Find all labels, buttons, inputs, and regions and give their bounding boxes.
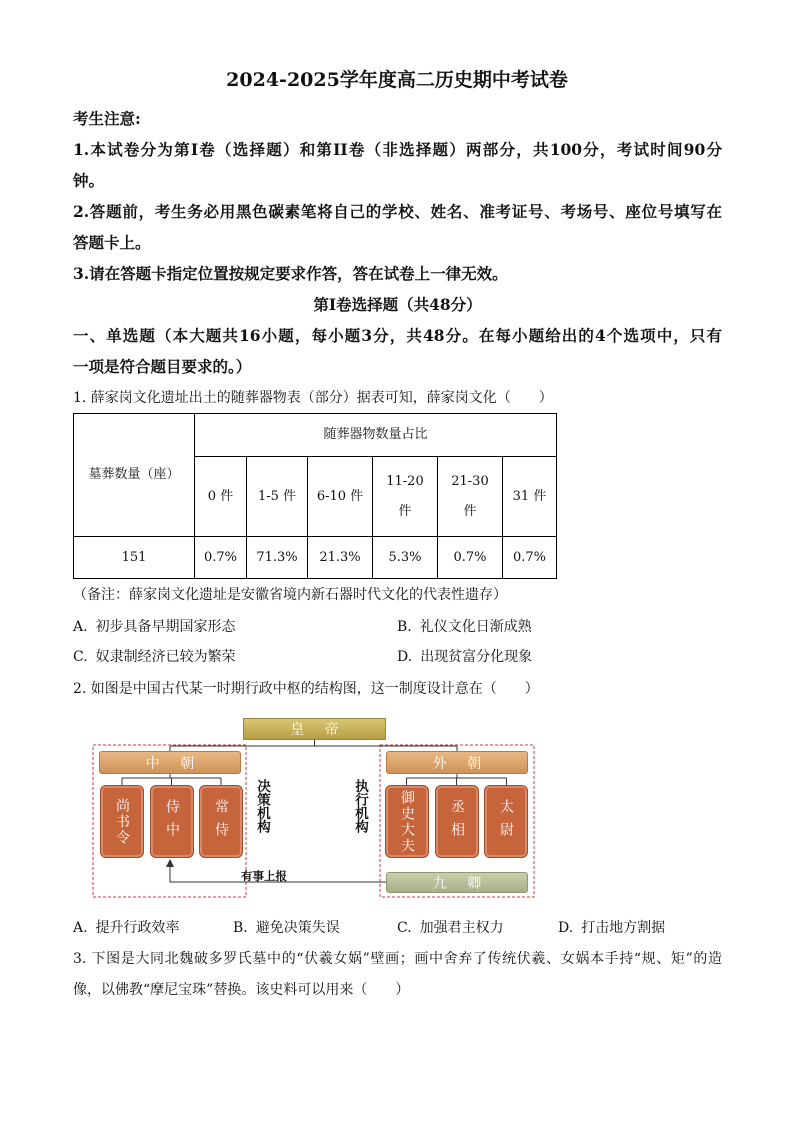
- table-column-header-text: 21-30 件: [451, 473, 489, 519]
- exam-title: 2024-2025学年度高二历史期中考试卷: [226, 69, 568, 91]
- question-3-stem: 3. 下图是大同北魏破多罗氏墓中的“伏羲女娲”壁画；画中舍弃了传统伏羲、女娲本手持“规、矩”的造: [73, 951, 722, 967]
- table-column-header: 31 件: [503, 457, 557, 537]
- option-label: A.: [73, 920, 88, 936]
- option-text: 初步具备早期国家形态: [95, 619, 236, 635]
- inner-court-box: 中 朝: [99, 751, 241, 774]
- part-heading-cont: 一项是符合题目要求的。）: [73, 357, 252, 376]
- table-cell: 71.3%: [247, 537, 308, 579]
- option-text: 打击地方割据: [581, 920, 666, 936]
- option-label: D.: [558, 920, 574, 936]
- nine-ministers-box: 九 卿: [386, 872, 528, 893]
- table-column-header: 6-10 件: [308, 457, 373, 537]
- option-label: C.: [73, 649, 88, 665]
- instructions-block: [73, 103, 722, 382]
- option-text: 出现贫富分化现象: [420, 649, 533, 665]
- outer-member-box: 丞相: [435, 785, 479, 858]
- part-heading: 一、单选题（本大题共16小题，每小题3分，共48分。在每小题给出的4个选项中，只有: [73, 326, 722, 345]
- option-text: 礼仪文化日渐成熟: [419, 619, 532, 635]
- option-label: C.: [397, 920, 412, 936]
- option-label: A.: [73, 619, 88, 635]
- notice-line-3: 3.请在答题卡指定位置按规定要求作答，答在试卷上一律无效。: [73, 264, 508, 283]
- decision-body-label: 决策机构: [254, 779, 270, 833]
- table-column-header-text: 11-20 件: [386, 473, 424, 519]
- option-label: D.: [397, 649, 413, 665]
- option-text: 提升行政效率: [95, 920, 180, 936]
- notice-line-2-cont: 答题卡上。: [73, 233, 151, 252]
- option-label: B.: [397, 619, 412, 635]
- inner-member-box: 侍中: [150, 785, 194, 858]
- table-cell: 21.3%: [308, 537, 373, 579]
- table-column-header: [373, 457, 438, 537]
- table-group-header: 随葬器物数量占比: [195, 414, 557, 457]
- notice-line-1-cont: 钟。: [73, 171, 105, 190]
- report-label: 有事上报: [241, 869, 287, 883]
- burial-goods-table: [73, 413, 557, 579]
- question-2-stem: 2. 如图是中国古代某一时期行政中枢的结构图，这一制度设计意在（ ）: [73, 681, 539, 697]
- table-row-header: 墓葬数量（座）: [74, 414, 195, 537]
- inner-member-box: 尚书令: [100, 785, 144, 858]
- table-column-header: 1-5 件: [247, 457, 308, 537]
- question-1-stem: 1. 薛家岗文化遗址出土的随葬器物表（部分）据表可知，薛家岗文化（ ）: [73, 390, 553, 406]
- section-title: 第I卷选择题（共48分）: [313, 295, 482, 314]
- question-1-option-b: [397, 612, 532, 643]
- report-arrowhead: [166, 859, 174, 867]
- notice-heading: 考生注意:: [73, 109, 141, 128]
- notice-line-1: 1.本试卷分为第I卷（选择题）和第II卷（非选择题）两部分，共100分，考试时间90分: [73, 140, 722, 159]
- option-text: 奴隶制经济已较为繁荣: [95, 649, 236, 665]
- question-1-option-c: [73, 642, 236, 673]
- question-3-stem-cont: 像，以佛教“摩尼宝珠”替换。该史料可以用来（ ）: [73, 982, 410, 998]
- question-2-option-a: [73, 913, 180, 944]
- option-text: 加强君主权力: [419, 920, 504, 936]
- outer-member-box: 太尉: [484, 785, 528, 858]
- question-1-option-d: [397, 642, 532, 673]
- admin-structure-diagram: [90, 714, 540, 900]
- question-1-note: （备注：薛家岗文化遗址是安徽省境内新石器时代文化的代表性遗存）: [73, 587, 507, 603]
- outer-member-box: 御史大夫: [385, 785, 429, 858]
- inner-member-box: 常侍: [199, 785, 243, 858]
- notice-line-2: 2.答题前，考生务必用黑色碳素笔将自己的学校、姓名、准考证号、考场号、座位号填写在: [73, 202, 722, 221]
- table-cell: 0.7%: [195, 537, 247, 579]
- emperor-box: 皇 帝: [243, 718, 386, 740]
- question-1-option-a: [73, 612, 236, 643]
- question-2-option-c: [397, 913, 504, 944]
- option-text: 避免决策失误: [255, 920, 340, 936]
- execution-body-label: 执行机构: [352, 779, 368, 833]
- option-label: B.: [233, 920, 248, 936]
- table-cell: 5.3%: [373, 537, 438, 579]
- table-cell: 0.7%: [438, 537, 503, 579]
- question-2-option-d: [558, 913, 665, 944]
- outer-court-box: 外 朝: [386, 751, 528, 774]
- table-cell-count: 151: [74, 537, 195, 579]
- table-column-header: 0 件: [195, 457, 247, 537]
- question-2-option-b: [233, 913, 340, 944]
- table-column-header: [438, 457, 503, 537]
- table-cell: 0.7%: [503, 537, 557, 579]
